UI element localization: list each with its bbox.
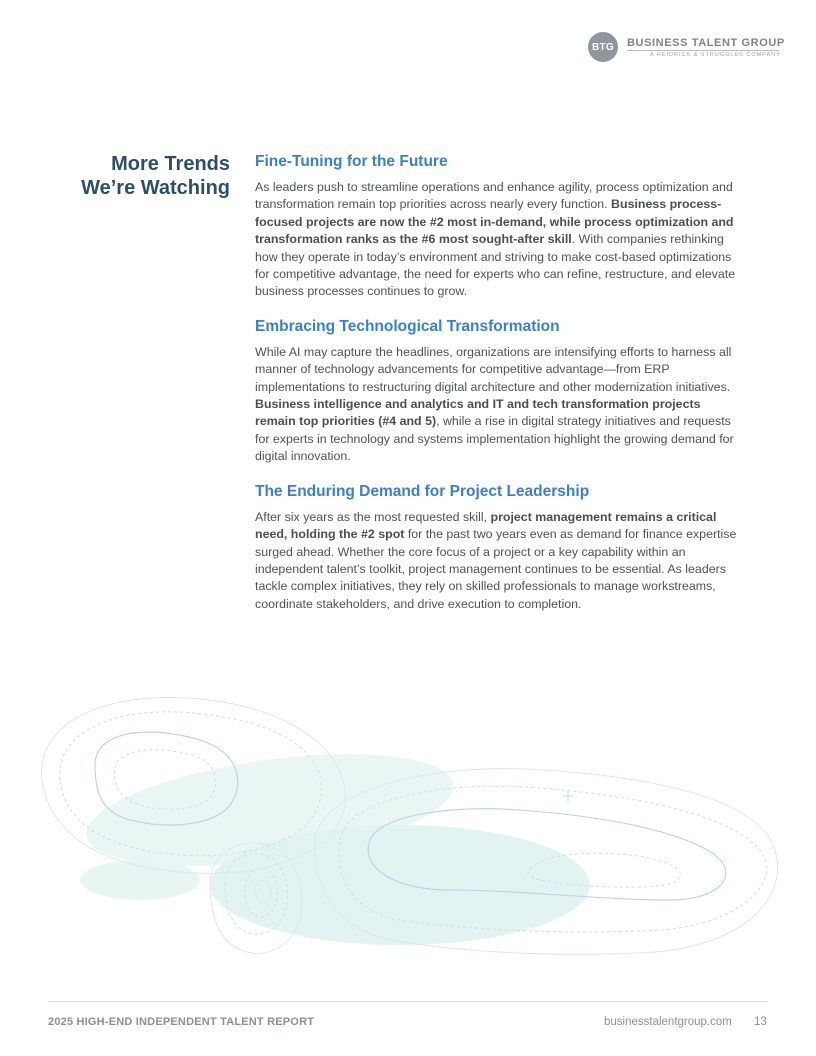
- company-name: BUSINESS TALENT GROUP: [627, 37, 785, 49]
- section-heading: The Enduring Demand for Project Leadership: [255, 482, 590, 500]
- paragraph-text: As leaders push to streamline operations and enhance agility, process optimization and transformation remain top priorities across nearly every function.: [255, 180, 733, 212]
- section-project-leadership: [255, 482, 740, 613]
- section-heading: Embracing Technological Transformation: [255, 317, 560, 335]
- section-tech-transformation: [255, 317, 740, 466]
- article-body: [255, 152, 740, 613]
- footer-divider: [48, 1001, 768, 1002]
- section-heading: Fine-Tuning for the Future: [255, 153, 448, 170]
- company-logo: [588, 32, 785, 64]
- logo-mark: BTG: [588, 32, 618, 62]
- company-tagline: A HEIDRICK & STRUGGLES COMPANY: [650, 52, 781, 58]
- footer-report-title: 2025 HIGH-END INDEPENDENT TALENT REPORT: [48, 1016, 315, 1028]
- topographic-decoration: [0, 690, 816, 980]
- paragraph-text: , while a rise in digital strategy initiatives and requests for experts in technology and systems implementation highlight the growing demand for digital innovation.: [255, 414, 734, 464]
- paragraph-text: After six years as the most requested skill,: [255, 509, 491, 524]
- page-title-line-1: More Trends: [111, 153, 230, 175]
- page-title: [40, 152, 230, 200]
- section-paragraph: [255, 509, 740, 613]
- page-title-line-2: We’re Watching: [81, 177, 230, 199]
- paragraph-text: . With companies rethinking how they operate in today’s environment and striving to make cost-based optimizations for competitive advantage, the need for experts who can refine, restructure, and elevate business processes continues to grow.: [255, 232, 736, 299]
- footer-website-link[interactable]: businesstalentgroup.com: [604, 1016, 732, 1028]
- paragraph-emphasis: Business intelligence and analytics and IT and tech transformation projects remain top priorities (#4 and 5): [255, 397, 701, 429]
- paragraph-emphasis: project management remains a critical need, holding the #2 spot: [255, 509, 717, 542]
- page-number: 13: [754, 1016, 767, 1028]
- plus-decoration: [563, 791, 573, 801]
- section-paragraph: [255, 179, 740, 301]
- section-fine-tuning: [255, 152, 740, 301]
- section-paragraph: [255, 344, 740, 466]
- logo-divider: [627, 50, 779, 51]
- paragraph-emphasis: Business process-focused projects are now the #2 most in-demand, while process optimization and transformation ranks as the #6 most sought-after skill: [255, 197, 734, 247]
- paragraph-text: for the past two years even as demand for finance expertise surged ahead. Whether the core focus of a project or a key capability within an independent talent’s toolkit, project management continues to be essential. As leaders tackle complex initiatives, they rely on skilled professionals to manage workstreams, coordinate stakeholders, and drive execution to completion.: [255, 527, 737, 611]
- paragraph-text: While AI may capture the headlines, organizations are intensifying efforts to harness all manner of technology advancements for competitive advantage—from ERP implementations to restructuring digital architecture and other modernization initiatives.: [255, 344, 732, 394]
